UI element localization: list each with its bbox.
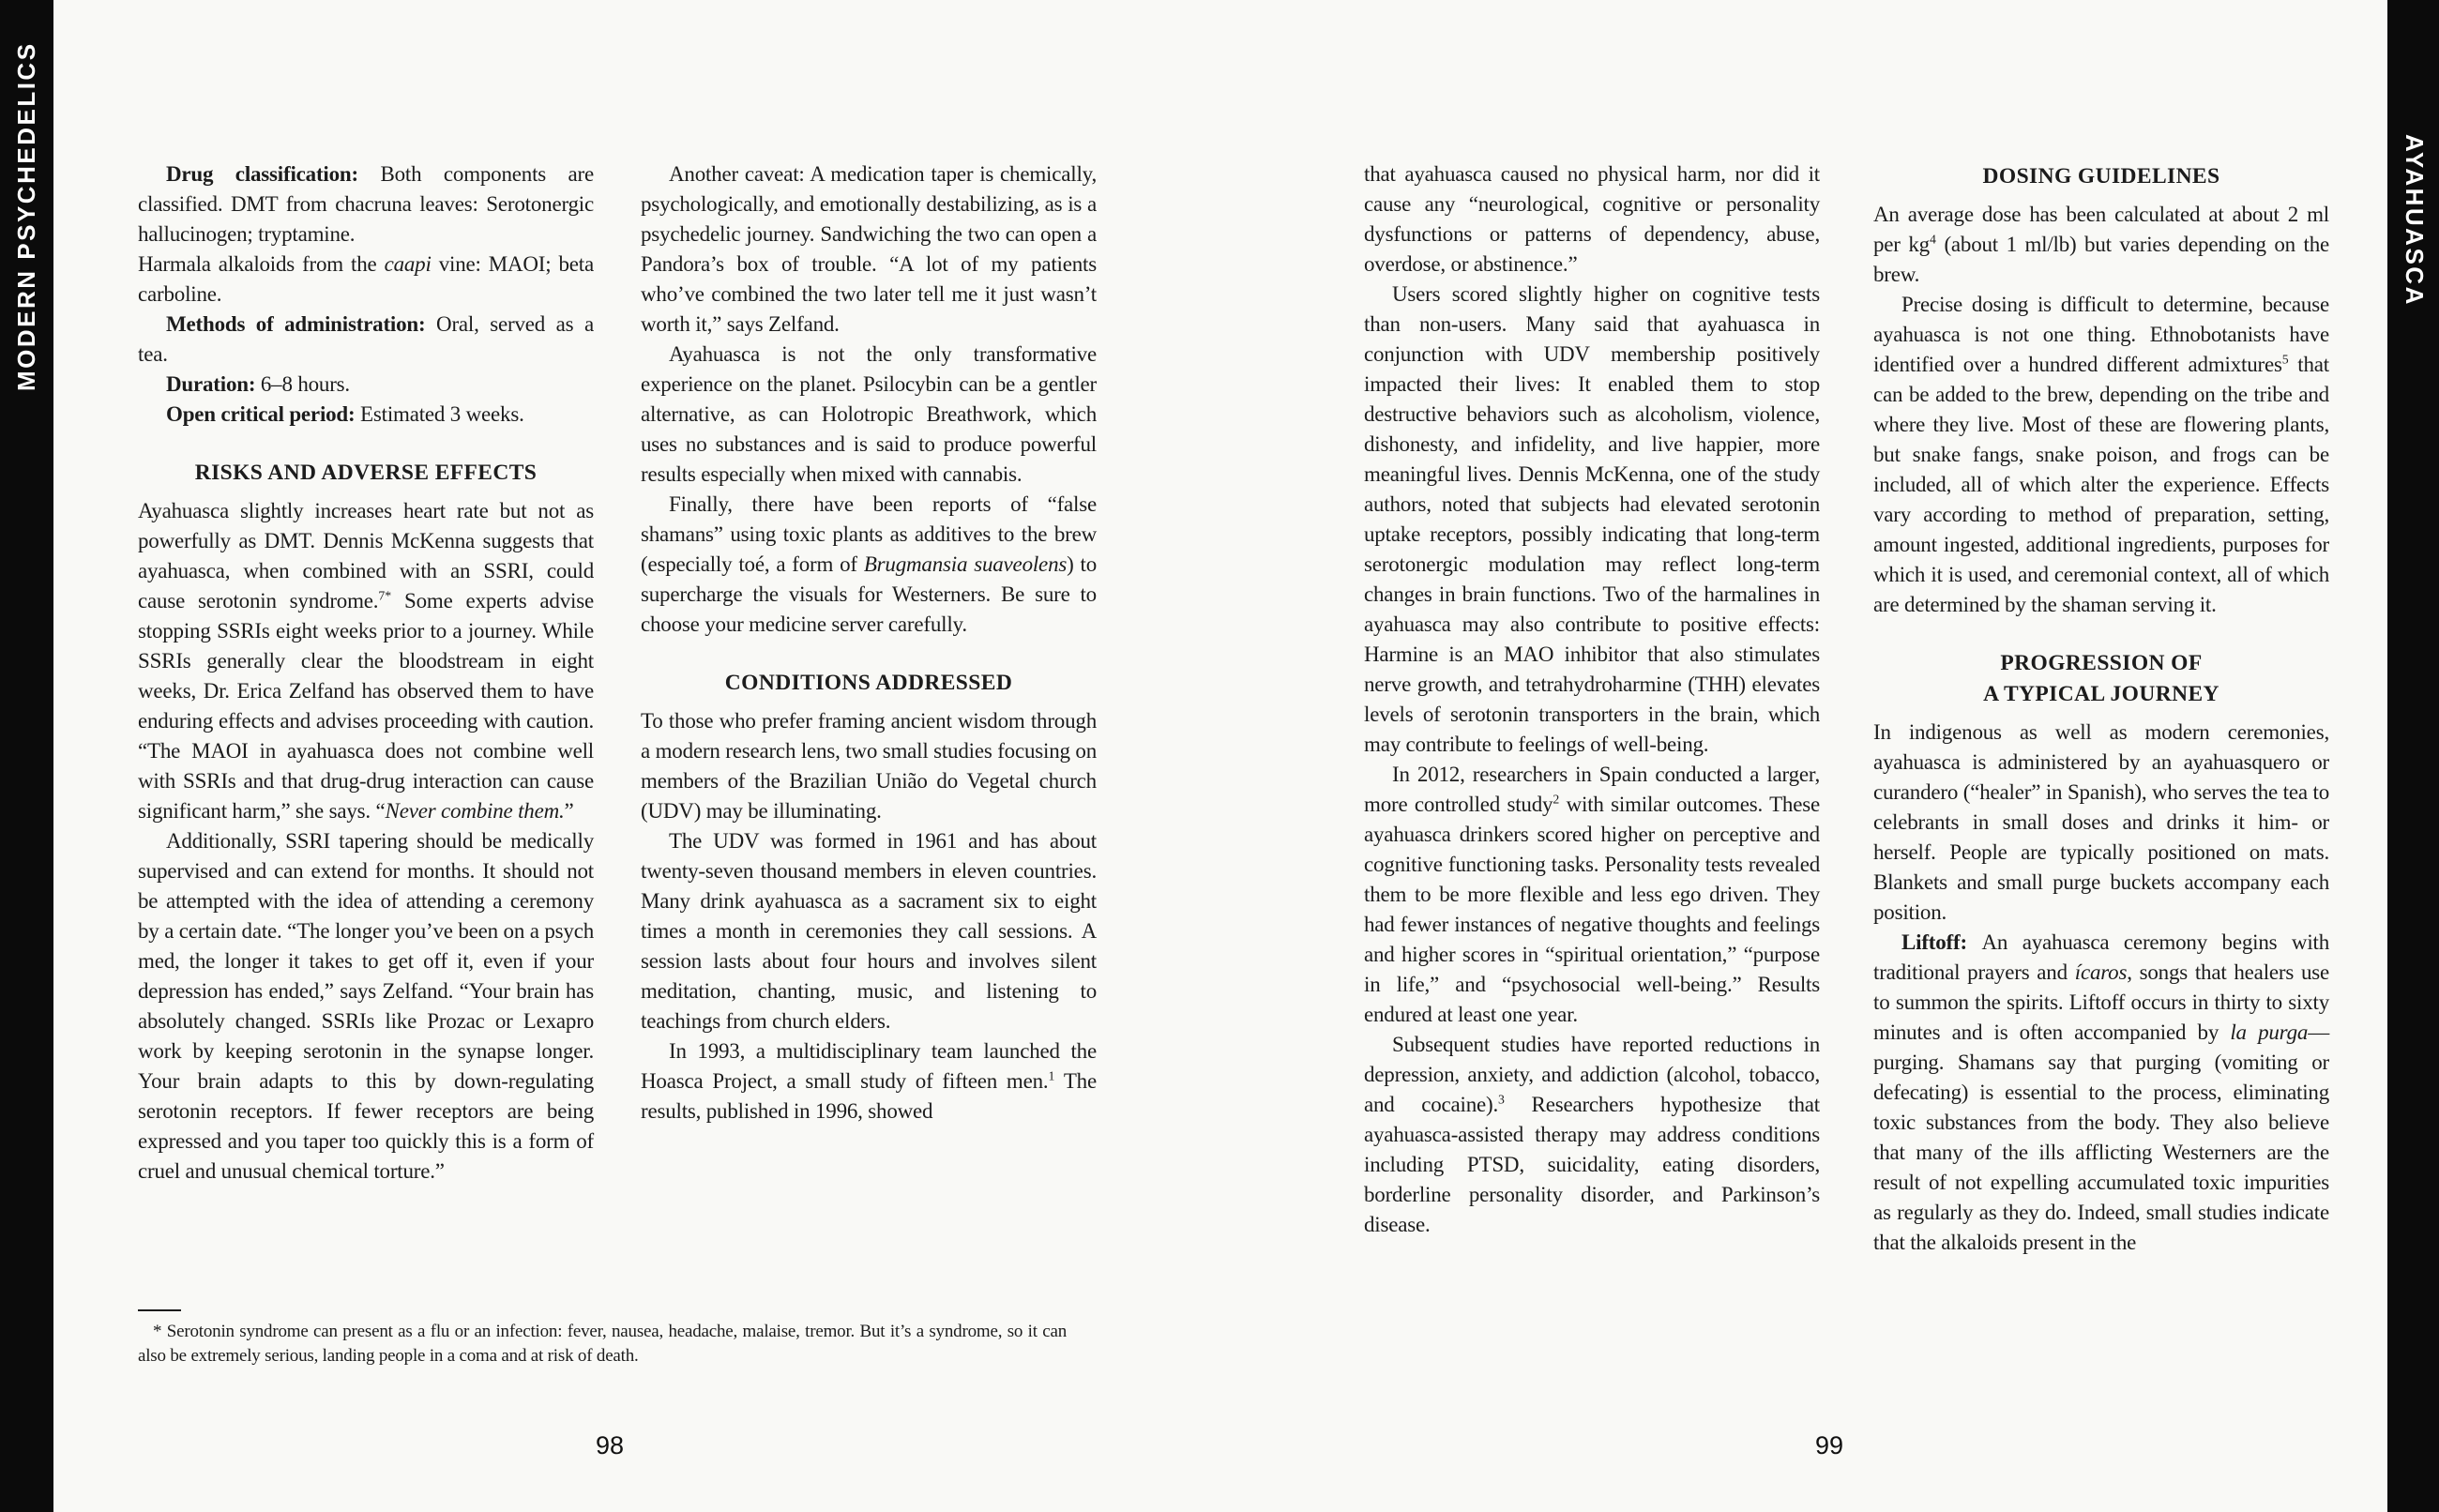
text-run: To those who prefer framing ancient wisdom through a modern research lens, two small studies focusing on members of the Brazilian União do Vegetal church (UDV) may be illuminating. [641, 709, 1097, 823]
footnote-marker: 3 [1498, 1092, 1505, 1107]
text-run: Finally, there have been reports of “false shamans” using toxic plants as additives to the brew (especially toé, a form of [641, 492, 1097, 576]
footnote-marker: 5 [2281, 352, 2289, 367]
text-run: Duration: [166, 372, 261, 396]
right-page-column-2 [1873, 159, 2329, 1258]
chapter-vertical-label: AYAHUASCA [2401, 134, 2429, 307]
page-number-right: 99 [1814, 1431, 1844, 1459]
text-run: Open critical period: [166, 402, 361, 426]
text-run: An average dose has been calculated at about 2 ml per kg [1873, 203, 2329, 256]
footnote-text [138, 1320, 1067, 1368]
text-run: ) to supercharge the visuals for Westerners. Be sure to choose your medicine server carefully. [641, 552, 1098, 636]
section-heading: RISKS AND ADVERSE EFFECTS [194, 461, 538, 485]
body-paragraph [1873, 928, 2329, 1258]
body-paragraph [1873, 718, 2329, 928]
text-run: 6–8 hours. [260, 372, 350, 396]
body-paragraph [1873, 200, 2329, 290]
right-edge-tab [2387, 0, 2439, 1512]
text-run: Brugmansia suaveolens [863, 552, 1068, 576]
body-paragraph [641, 1036, 1097, 1126]
body-paragraph [138, 400, 594, 430]
text-run: that ayahuasca caused no physical harm, nor did it cause any “neurological, cognitive or personality dysfunctions or patterns of dependency, abuse, overdose, or abstinence.” [1364, 162, 1820, 276]
text-run: Precise dosing is difficult to determine, because ayahuasca is not one thing. Ethnobotanists have identified over a hundred different admixtures [1873, 293, 2329, 376]
body-paragraph [641, 340, 1097, 490]
body-paragraph [138, 310, 594, 370]
text-run: Ayahuasca slightly increases heart rate but not as powerfully as DMT. Dennis McKenna suggests that ayahuasca, when combined with an SSRI, could cause serotonin syndrome. [138, 499, 594, 612]
footnote-rule [138, 1309, 181, 1311]
text-run: vine: MAOI; beta carboline. [138, 252, 594, 306]
text-run: Subsequent studies have reported reductions in depression, anxiety, and addiction (alcohol, tobacco, and cocaine). [1364, 1033, 1820, 1116]
text-run: ícaros [2074, 960, 2128, 984]
body-paragraph [138, 826, 594, 1187]
section-heading: CONDITIONS ADDRESSED [724, 671, 1013, 695]
body-paragraph [641, 159, 1097, 340]
footnote-block [138, 1309, 1067, 1368]
footnote-marker: 2 [1553, 792, 1560, 807]
text-run: Additionally, SSRI tapering should be medically supervised and can extend for months. It should not be attempted with the idea of attending a ceremony by a certain date. “The longer you’ve been on a psych med, the longer it takes to get off it, even if your depression has ended,” says Zelfand. “Your brain has absolutely changed. SSRIs like Prozac or Lexapro work by keeping serotonin in the synapse longer. Your brain adapts to this by down-regulating serotonin receptors. If fewer receptors are being expressed and you taper too quickly this is a form of cruel and unusual chemical torture.” [138, 829, 594, 1183]
text-run: caapi [384, 252, 432, 276]
text-run: The UDV was formed in 1961 and has about twenty-seven thousand members in eleven countries. Many drink ayahuasca as a sacrament six to eight times a month in ceremonies they call sessions. A session lasts about four hours and involves silent meditation, chanting, music, and listening to teachings from church elders. [641, 829, 1097, 1033]
left-page-column-2 [641, 159, 1097, 1126]
text-run: Harmala alkaloids from the [138, 252, 385, 276]
body-paragraph [138, 496, 594, 826]
body-paragraph [138, 249, 594, 310]
text-run: Methods of administration: [166, 312, 437, 336]
left-edge-tab [0, 0, 53, 1512]
body-paragraph [641, 826, 1097, 1036]
body-paragraph [1364, 280, 1820, 760]
text-run: Oral, served as a tea. [138, 312, 594, 366]
footnote-marker: 4 [1929, 232, 1936, 247]
body-paragraph [1364, 159, 1820, 280]
body-paragraph [1364, 760, 1820, 1030]
text-run: that can be added to the brew, depending on the tribe and where they live. Most of these are flowering plants, but snake fangs, snake poison, and frogs can be included, all of which alter the experience. Effects vary according to method of preparation, setting, amount ingested, additional ingredients, purposes for which it is used, and ceremonial context, all of which are determined by the shaman serving it. [1873, 353, 2329, 616]
text-run: Ayahuasca is not the only transformative experience on the planet. Psilocybin can be a gentler alternative, as can Holotropic Breathwork, which uses no substances and is said to produce powerful results especially when mixed with cannabis. [641, 342, 1097, 486]
text-run: with similar outcomes. These ayahuasca drinkers scored higher on perceptive and cognitive functioning tasks. Personality tests revealed them to be more flexible and less ego driven. They had fewer instances of negative thoughts and feelings and higher scores in “spiritual orientation,” “purpose in life,” and “psychosocial well-being.” Results endured at least one year. [1364, 793, 1820, 1026]
body-paragraph [1364, 1030, 1820, 1240]
text-run: ” [564, 799, 574, 823]
right-page-column-1 [1364, 159, 1820, 1240]
text-run: Liftoff: [1901, 930, 1982, 954]
body-paragraph [138, 159, 594, 249]
text-run: la purga [2230, 1021, 2309, 1044]
text-run: An ayahuasca ceremony begins with traditional prayers and [1873, 930, 2329, 984]
text-run: Never combine them. [385, 799, 565, 823]
text-run: * Serotonin syndrome can present as a flu or an infection: fever, nausea, headache, malaise, tremor. But it’s a syndrome, so it can also be extremely serious, landing people in a coma and at risk of death. [138, 1322, 1067, 1366]
body-paragraph [641, 490, 1097, 640]
text-run: Some experts advise stopping SSRIs eight weeks prior to a journey. While SSRIs generally clear the bloodstream in eight weeks, Dr. Erica Zelfand has observed them to have enduring effects and advises proceeding with caution. “The MAOI in ayahuasca does not combine well with SSRIs and that drug-drug interaction can cause significant harm,” she says. “ [138, 589, 594, 823]
section-heading: DOSING GUIDELINES [1982, 164, 2220, 189]
text-run: —purging. Shamans say that purging (vomiting or defecating) is essential to the process, eliminating toxic substances from the body. They also believe that many of the ills afflicting Westerners are the result of not expelling accumulated toxic impurities as regularly as they do. Indeed, small studies indicate that the alkaloids present in the [1873, 1021, 2329, 1254]
text-run: Another caveat: A medication taper is chemically, psychologically, and emotionally destabilizing, as is a psychedelic journey. Sandwiching the two can open a Pandora’s box of trouble. “A lot of my patients who’ve combined the two later tell me it just wasn’t worth it,” says Zelfand. [641, 162, 1097, 336]
section-heading: PROGRESSION OF A TYPICAL JOURNEY [1983, 651, 2219, 706]
footnote-marker: 1 [1048, 1068, 1055, 1083]
page-number-left: 98 [595, 1431, 625, 1459]
text-run: The results, published in 1996, showed [641, 1069, 1097, 1123]
left-page-column-1 [138, 159, 594, 1187]
text-run: Drug classification: [166, 162, 381, 186]
text-run: Researchers hypothesize that ayahuasca-assisted therapy may address conditions including PTSD, suicidality, eating disorders, borderline personality disorder, and Parkinson’s disease. [1364, 1093, 1820, 1236]
body-paragraph [138, 370, 594, 400]
text-run: , songs that healers use to summon the spirits. Liftoff occurs in thirty to sixty minutes and is often accompanied by [1873, 960, 2329, 1044]
text-run: Users scored slightly higher on cognitive tests than non-users. Many said that ayahuasca in conjunction with UDV membership positively impacted their lives: It enabled them to stop destructive behaviors such as alcoholism, violence, dishonesty, and infidelity, and live happier, more meaningful lives. Dennis McKenna, one of the study authors, noted that subjects had elevated serotonin uptake receptors, possibly indicating that long-term serotonergic modulation may reflect long-term changes in brain functions. Two of the harmalines in ayahuasca may also contribute to positive effects: Harmine is an MAO inhibitor that also stimulates nerve growth, and tetrahydroharmine (THH) elevates levels of serotonin transporters in the brain, which may contribute to feelings of well-being. [1364, 282, 1820, 756]
text-run: (about 1 ml/lb) but varies depending on the brew. [1873, 233, 2329, 286]
text-run: In indigenous as well as modern ceremonies, ayahuasca is administered by an ayahuasquero or curandero (“healer” in Spanish), who serves the tea to celebrants in small doses and drinks it him- or herself. People are typically positioned on mats. Blankets and small purge buckets accompany each position. [1873, 720, 2329, 924]
text-run: In 1993, a multidisciplinary team launched the Hoasca Project, a small study of fifteen men. [641, 1039, 1097, 1093]
body-paragraph [641, 706, 1097, 826]
text-run: Both components are classified. DMT from chacruna leaves: Serotonergic hallucinogen; tryptamine. [138, 162, 594, 246]
text-run: Estimated 3 weeks. [360, 402, 524, 426]
body-paragraph [1873, 290, 2329, 620]
text-run: In 2012, researchers in Spain conducted a larger, more controlled study [1364, 763, 1820, 816]
book-title-vertical-label: MODERN PSYCHEDELICS [12, 41, 40, 391]
footnote-marker: 7* [378, 588, 392, 603]
